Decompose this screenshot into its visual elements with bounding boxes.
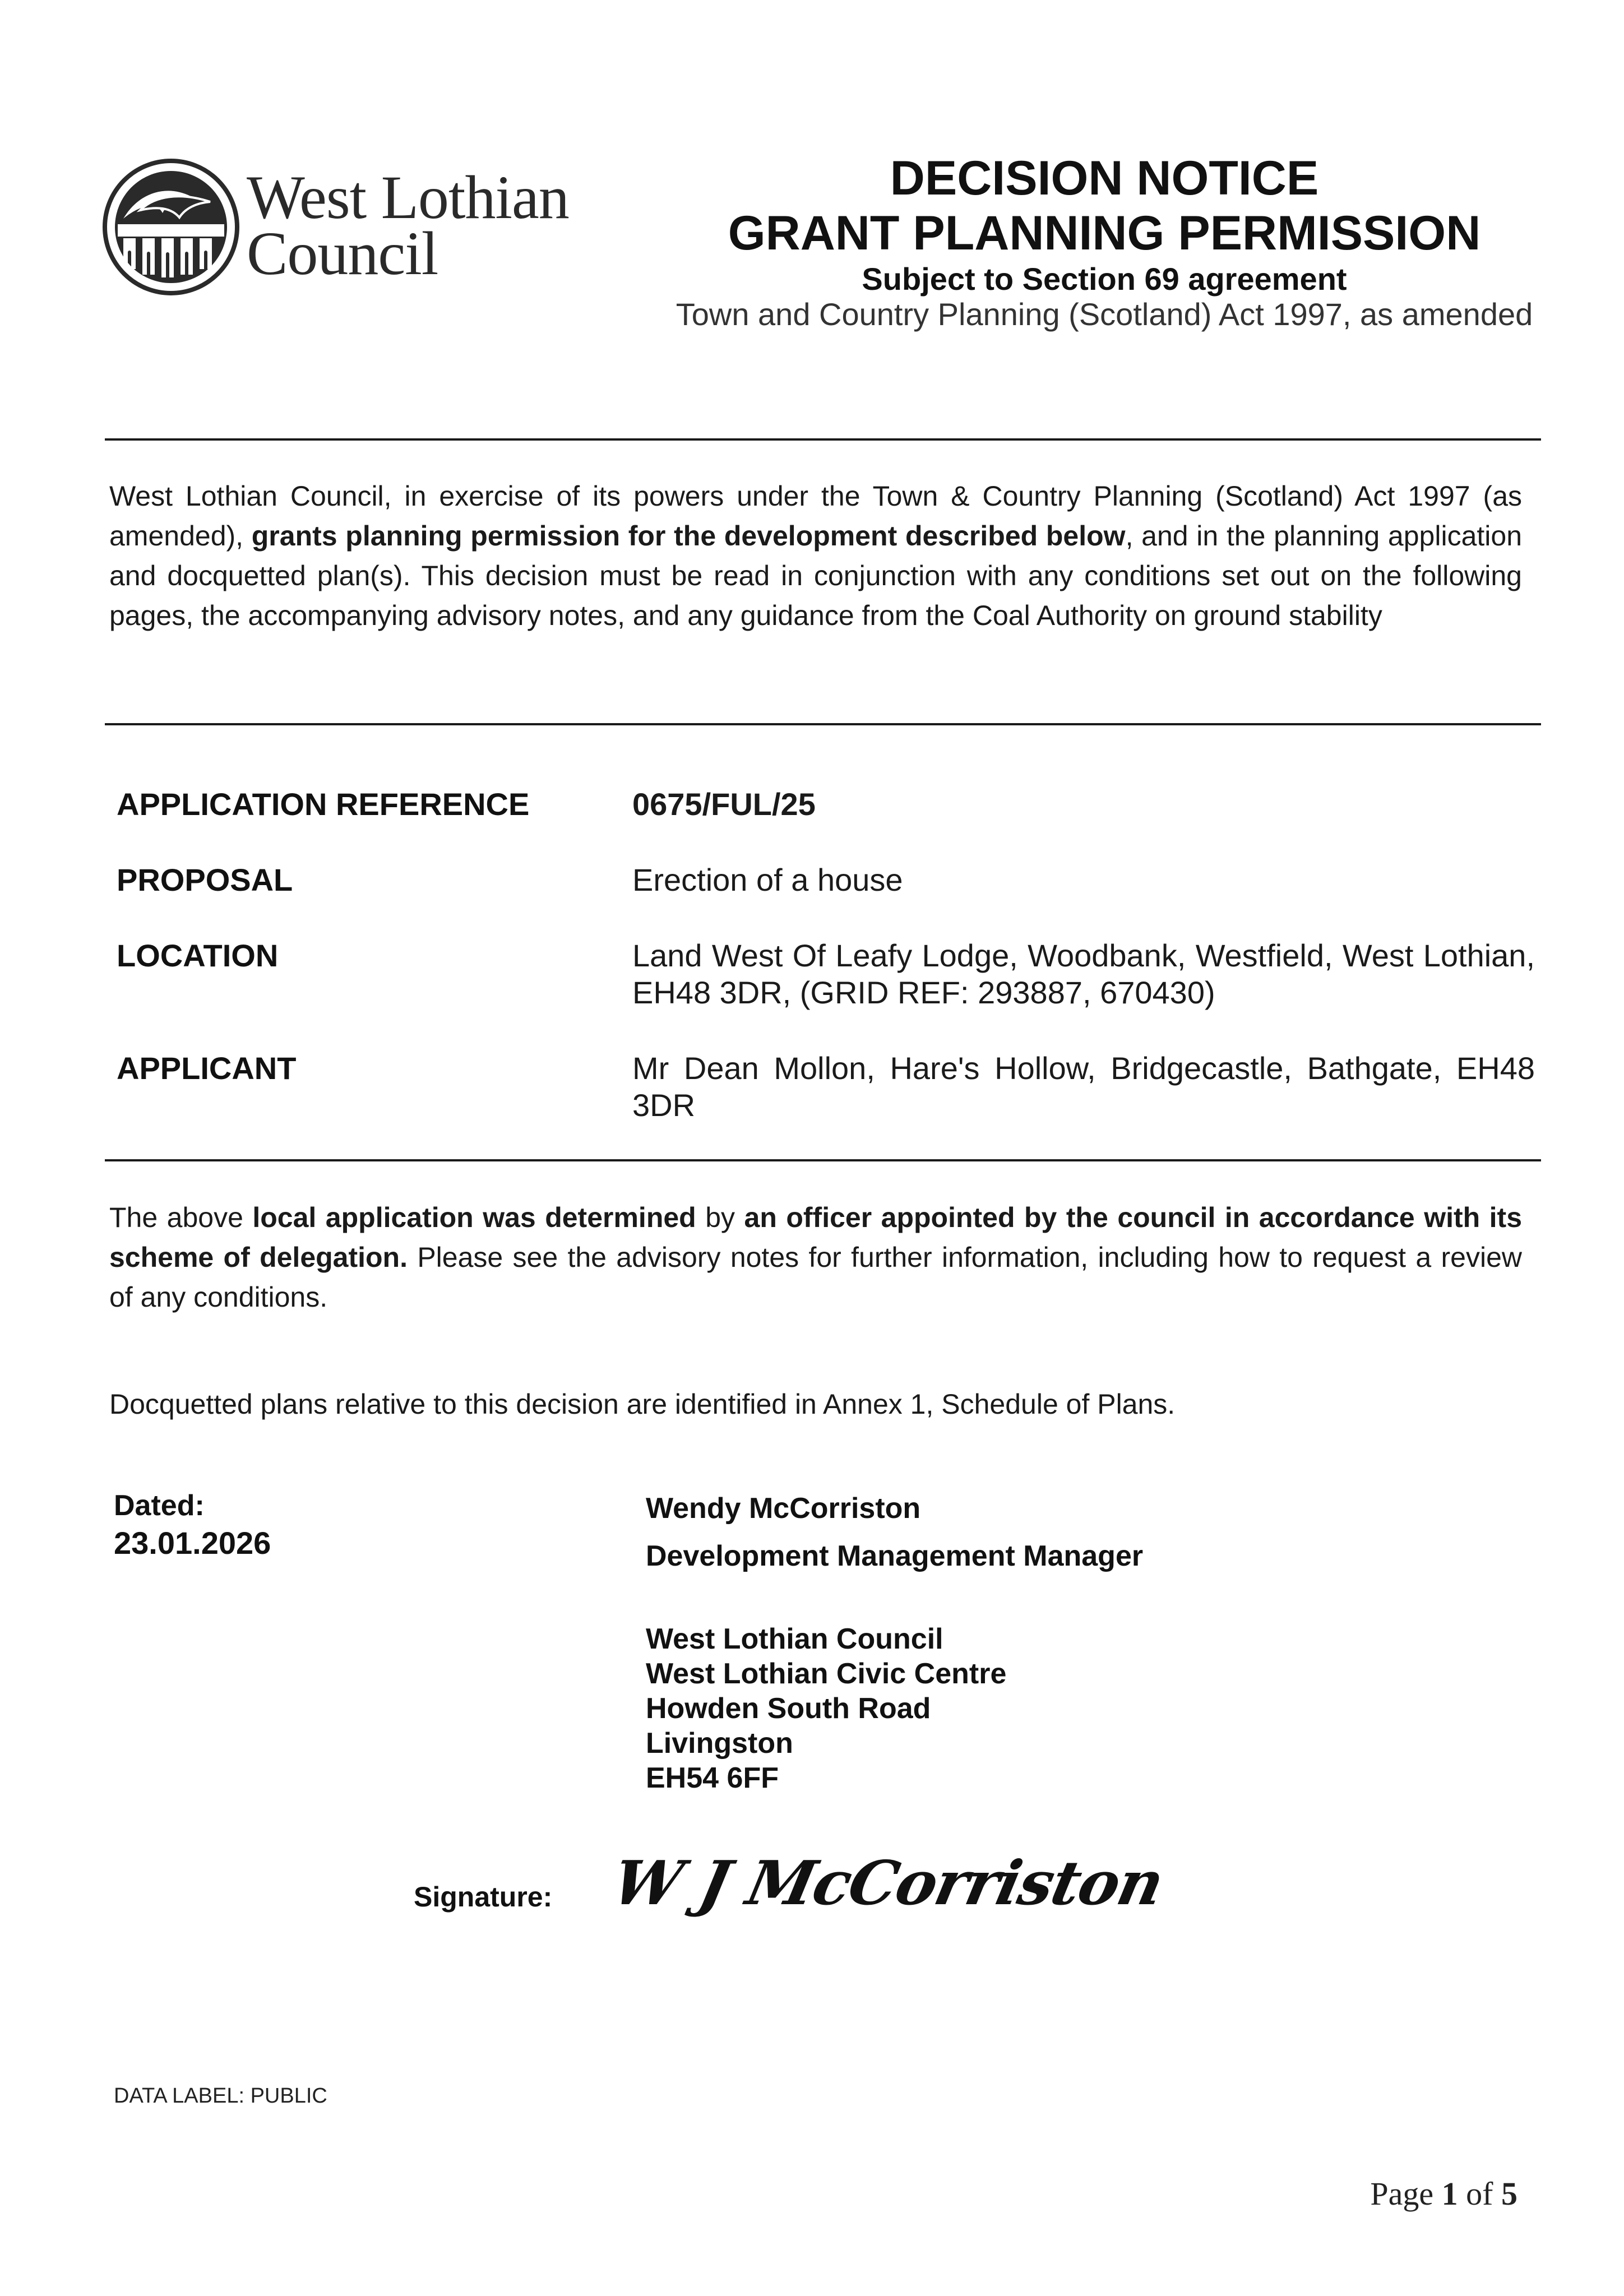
applicant-value: Mr Dean Mollon, Hare's Hollow, Bridgecastle, Bathgate, EH48 3DR [632, 1050, 1535, 1123]
intro-text-1: West Lothian Council, in exercise of its powers under the Town & Country Planning (Scotland) Act 1997 (as amended), [109, 480, 1522, 552]
location-label: LOCATION [117, 938, 279, 973]
page-current: 1 [1441, 2175, 1458, 2212]
viaduct-emblem-icon [101, 157, 241, 297]
divider [105, 438, 1541, 441]
council-name-line2: Council [247, 219, 438, 288]
divider [105, 1159, 1541, 1161]
page-sep: of [1458, 2175, 1501, 2212]
council-logo [101, 157, 617, 303]
intro-text-2: , and in the planning application and docquetted plan(s). This decision must be read in conjunction with any conditions set out on the following pages, the accompanying advisory notes, and any guidance from the Coal Authority on ground stability [109, 520, 1522, 631]
agreement-note: Subject to Section 69 agreement [862, 261, 1347, 297]
ref-label: APPLICATION REFERENCE [117, 786, 530, 822]
intro-bold: grants planning permission for the development described below [251, 520, 1126, 552]
officer-role: Development Management Manager [646, 1540, 1144, 1572]
notice-title: DECISION NOTICE [890, 151, 1319, 205]
dated-label: Dated: [114, 1489, 205, 1522]
address-line: West Lothian Civic Centre [646, 1658, 1007, 1690]
address-line: West Lothian Council [646, 1623, 943, 1655]
determination-text-1: The above [109, 1202, 253, 1233]
proposal-label: PROPOSAL [117, 862, 293, 897]
page-number [1370, 2175, 1517, 2212]
signature-label: Signature: [414, 1881, 553, 1913]
handwritten-signature: W J McCorriston [606, 1848, 1169, 1919]
address-line: Livingston [646, 1727, 793, 1760]
page-total: 5 [1501, 2175, 1517, 2212]
docquetted-note: Docquetted plans relative to this decision are identified in Annex 1, Schedule of Plans. [109, 1388, 1176, 1420]
decision-date: 23.01.2026 [114, 1525, 271, 1561]
determination-text-2: by [696, 1202, 744, 1233]
officer-name: Wendy McCorriston [646, 1492, 921, 1525]
divider [105, 723, 1541, 725]
council-name-line1: West Lothian [247, 163, 569, 232]
location-value: Land West Of Leafy Lodge, Woodbank, Westfield, West Lothian, EH48 3DR, (GRID REF: 293887, 670430) [632, 938, 1535, 1010]
page-prefix: Page [1370, 2175, 1442, 2212]
address-line: Howden South Road [646, 1692, 931, 1725]
address-line: EH54 6FF [646, 1762, 779, 1794]
determination-text-3: Please see the advisory notes for further information, including how to request a review of any conditions. [109, 1242, 1523, 1313]
applicant-label: APPLICANT [117, 1050, 297, 1086]
council-name [247, 163, 569, 288]
determination-paragraph [109, 1198, 1522, 1317]
ref-value: 0675/FUL/25 [632, 786, 816, 822]
proposal-value: Erection of a house [632, 862, 903, 897]
determination-bold-2: an officer appointed by the council in accordance with its scheme of delegation. [109, 1202, 1523, 1273]
act-reference: Town and Country Planning (Scotland) Act 1997, as amended [675, 297, 1533, 332]
intro-paragraph [109, 476, 1522, 636]
determination-bold-1: local application was determined [252, 1202, 696, 1233]
data-classification-label: DATA LABEL: PUBLIC [114, 2084, 327, 2108]
notice-subtitle: GRANT PLANNING PERMISSION [728, 206, 1481, 260]
